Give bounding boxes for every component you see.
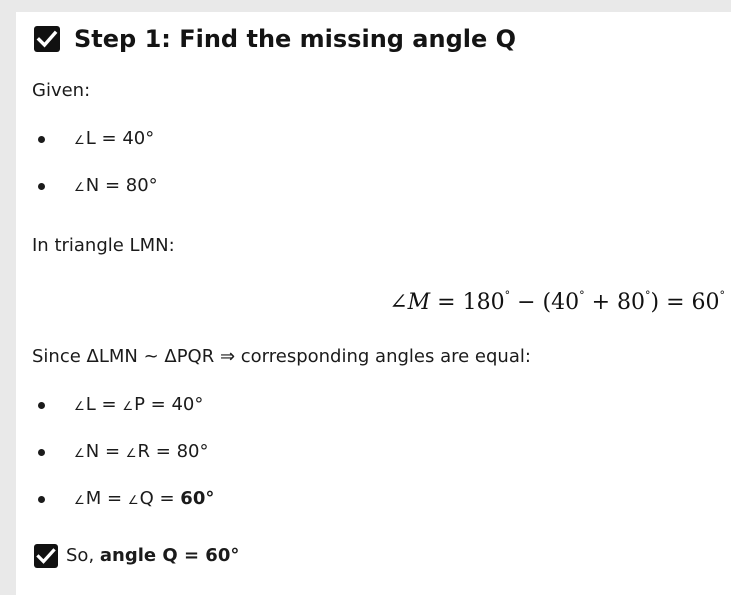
solution-card xyxy=(16,12,731,595)
equals: = xyxy=(99,441,126,462)
angle-name: L xyxy=(85,394,96,415)
given-item-n xyxy=(74,175,158,198)
bullet-icon xyxy=(38,496,45,503)
step-title: Step 1: Find the missing angle Q xyxy=(74,25,517,53)
equals: = xyxy=(95,394,123,415)
degree-symbol: ° xyxy=(719,289,725,302)
given-angle-value: = 80° xyxy=(99,175,158,196)
angle-symbol: ∠ xyxy=(74,180,85,194)
angle-value: = 80° xyxy=(150,441,209,462)
checkmark-icon xyxy=(34,544,58,568)
angle-symbol: ∠ xyxy=(125,446,137,460)
eq-part: − (40 xyxy=(510,290,580,315)
given-label: Given: xyxy=(32,80,91,101)
given-angle-name: N xyxy=(85,175,100,196)
corresponding-item-lp xyxy=(74,394,203,417)
bullet-icon xyxy=(38,402,45,409)
corresponding-item-mq xyxy=(74,488,214,511)
angle-symbol: ∠ xyxy=(122,399,134,413)
bullet-icon xyxy=(38,136,45,143)
angle-symbol: ∠ xyxy=(127,493,139,507)
eq-part: ) = 60 xyxy=(650,290,720,315)
conclusion-prefix: So, xyxy=(66,545,100,566)
corresponding-item-nr xyxy=(74,441,208,464)
equals: = xyxy=(153,488,181,509)
given-angle-name: L xyxy=(85,128,96,149)
angle-name: P xyxy=(134,394,145,415)
eq-part: = 180 xyxy=(430,290,505,315)
degree-symbol: ° xyxy=(579,289,585,302)
similarity-statement: Since ΔLMN ~ ΔPQR ⇒ corresponding angles are equal: xyxy=(32,346,531,367)
angle-symbol: ∠ xyxy=(74,133,85,147)
triangle-label: In triangle LMN: xyxy=(32,235,175,256)
angle-symbol: ∠ xyxy=(74,399,85,413)
bullet-icon xyxy=(38,183,45,190)
eq-var: M xyxy=(407,290,431,315)
angle-name: Q xyxy=(139,488,154,509)
angle-name: M xyxy=(85,488,102,509)
angle-symbol: ∠ xyxy=(74,446,85,460)
degree-symbol: ° xyxy=(504,289,511,302)
angle-symbol: ∠ xyxy=(389,290,408,315)
checkmark-icon xyxy=(34,26,60,52)
bullet-icon xyxy=(38,449,45,456)
degree-symbol: ° xyxy=(645,289,651,302)
eq-part: + 80 xyxy=(584,290,645,315)
angle-name: R xyxy=(137,441,151,462)
given-angle-value: = 40° xyxy=(95,128,155,149)
angle-m-equation xyxy=(389,282,725,317)
given-item-l xyxy=(74,128,154,151)
equals: = xyxy=(101,488,128,509)
angle-value: 60° xyxy=(180,488,215,509)
conclusion-text xyxy=(66,545,239,567)
angle-value: = 40° xyxy=(144,394,204,415)
angle-name: N xyxy=(85,441,100,462)
conclusion-answer: angle Q = 60° xyxy=(99,545,240,566)
angle-symbol: ∠ xyxy=(74,493,85,507)
